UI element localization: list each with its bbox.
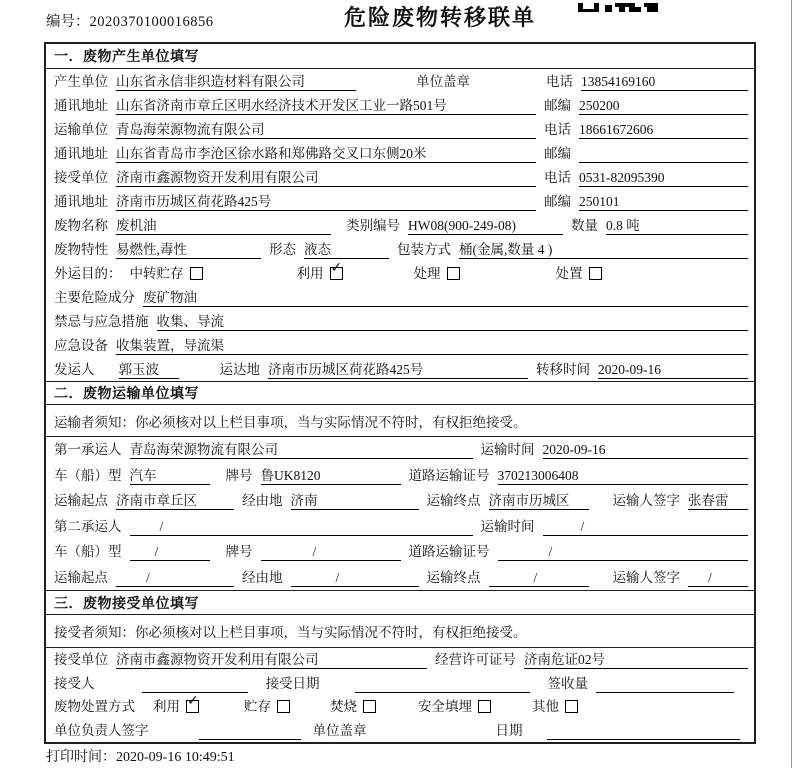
field-label: 接受单位: [54, 652, 108, 668]
check-mark-icon: ✓: [187, 693, 199, 710]
field-value: HW08(900-249-08): [408, 216, 563, 235]
field-label: 经由地: [242, 493, 283, 509]
form-row: [46, 213, 754, 237]
serial-label: 编号：: [46, 14, 90, 30]
checkbox-option: [532, 697, 578, 716]
checkbox-option: [130, 264, 203, 283]
field-value: 250200: [579, 96, 748, 115]
form-row: [46, 648, 754, 672]
field-label: 发运人: [54, 361, 95, 377]
field-label: 通讯地址: [54, 145, 108, 161]
field-label: 接受人: [54, 675, 95, 691]
field-label: 接受日期: [265, 675, 320, 691]
field-value: 13854169160: [581, 72, 748, 91]
form-row: [46, 333, 754, 357]
field-value: [355, 674, 530, 693]
check-mark-icon: ✓: [330, 259, 343, 276]
field-value: 370213006408: [498, 466, 749, 485]
form-row: [46, 117, 754, 141]
qr-code-fragment: [578, 0, 660, 9]
form-row: [46, 565, 754, 591]
field-value: 0.8 吨: [606, 216, 748, 235]
field-label: 运输起点: [54, 569, 108, 585]
field-value: 济南市历城区: [489, 491, 589, 510]
checkbox-unchecked-icon: [277, 700, 290, 713]
field-value: 济南市历城区荷花路425号: [268, 360, 528, 379]
field-label: 道路运输证号: [408, 544, 490, 560]
field-label: 电话: [544, 169, 571, 185]
field-label: 经由地: [242, 569, 283, 585]
form-row: [46, 309, 754, 333]
checkbox-option: [153, 693, 199, 716]
field-value: 张春雷: [688, 491, 748, 510]
field-value: 青岛海荣源物流有限公司: [130, 440, 473, 459]
field-label: 转移时间: [536, 361, 590, 377]
field-label: 单位负责人签字: [54, 722, 149, 738]
section-header: 二．废物运输单位填写: [46, 381, 754, 405]
form-row: [46, 141, 754, 165]
serial-number-line: [46, 10, 214, 31]
page-edge-divider: [791, 0, 792, 768]
field-label: 形态: [269, 241, 296, 257]
field-value: 济南: [291, 491, 419, 510]
checkbox-option: [244, 697, 290, 716]
form-row: [46, 69, 754, 93]
checkbox-option: [418, 697, 491, 716]
field-label: 签收量: [547, 675, 588, 691]
field-label: 日期: [495, 722, 523, 738]
checkbox-unchecked-icon: [565, 700, 578, 713]
field-label: 废物处置方式: [54, 699, 135, 715]
checkbox-option: [296, 259, 343, 283]
field-label: 牌号: [225, 544, 253, 560]
print-time-line: [46, 746, 235, 766]
field-label: 牌号: [225, 467, 253, 483]
checkbox-option: [414, 264, 460, 283]
field-label: 运达地: [219, 361, 260, 377]
form-row: [46, 261, 754, 285]
field-label: 禁忌与应急措施: [54, 313, 149, 329]
field-value: 易燃性,毒性: [116, 240, 261, 259]
checkbox-label: 处理: [413, 265, 441, 281]
field-value: 废机油: [116, 216, 331, 235]
section-transporter: [46, 381, 754, 590]
form-row: [46, 357, 754, 381]
checkbox-label: 贮存: [244, 699, 271, 715]
field-label: 运输时间: [480, 442, 535, 458]
field-value: 2020-09-16: [543, 440, 749, 459]
form-row: [46, 672, 754, 696]
checkbox-label: 利用: [296, 265, 324, 281]
field-value: [547, 721, 741, 740]
field-value: 山东省永信非织造材料有限公司: [116, 72, 356, 91]
checkbox-label: 焚烧: [330, 699, 357, 715]
field-label: 运输起点: [54, 493, 108, 509]
field-label: 运输终点: [426, 493, 481, 509]
print-time-value: 2020-09-16 10:49:51: [116, 750, 235, 765]
form-row: [46, 488, 754, 514]
field-label: 包装方式: [397, 241, 451, 257]
field-value: 山东省青岛市李沧区徐水路和郑佛路交叉口东侧20米: [116, 144, 536, 163]
form-row: [46, 463, 754, 489]
print-time-label: 打印时间：: [46, 750, 116, 765]
field-label: 车（船）型: [54, 467, 122, 483]
field-label: 外运目的：: [54, 265, 122, 281]
form-row: [46, 285, 754, 309]
checkbox-unchecked-icon: [190, 267, 203, 280]
field-label: 第一承运人: [54, 442, 122, 458]
field-value: 液态: [304, 240, 389, 259]
field-label: 通讯地址: [54, 97, 108, 113]
checkbox-option: [556, 264, 602, 283]
field-label: 产生单位: [54, 73, 108, 89]
field-label: 车（船）型: [54, 544, 122, 560]
field-value: [579, 144, 748, 163]
field-value: 250101: [579, 192, 748, 211]
field-value: 废矿物油: [143, 288, 748, 307]
field-value: 青岛海荣源物流有限公司: [116, 120, 536, 139]
field-value: [596, 674, 734, 693]
checkbox-label: 利用: [153, 699, 180, 715]
section-rows: [46, 648, 754, 742]
checkbox-unchecked-icon: [447, 267, 460, 280]
page-title: 危险废物转移联单: [343, 5, 536, 30]
checkbox-unchecked-icon: [363, 700, 376, 713]
field-value: /: [489, 568, 589, 587]
field-label: 类别编号: [346, 217, 400, 233]
field-value: 济南市历城区荷花路425号: [116, 192, 536, 211]
form-row: [46, 189, 754, 213]
field-value: 0531-82095390: [579, 168, 748, 187]
section-producer: [46, 44, 754, 381]
field-value: 收集、导流: [157, 312, 749, 331]
field-label: 数量: [571, 217, 598, 233]
form-row: [46, 539, 754, 565]
section-rows: [46, 69, 754, 381]
field-label: 废物特性: [54, 241, 108, 257]
static-text: 单位盖章: [312, 722, 367, 738]
field-value: /: [261, 542, 401, 561]
checkbox-checked-icon: [330, 259, 343, 280]
serial-number: 2020370100016856: [89, 14, 214, 30]
section-note: 接受者须知：你必须核对以上栏目事项，当与实际情况不符时，有权拒绝接受。: [46, 615, 754, 648]
form-row: [46, 165, 754, 189]
field-value: /: [498, 542, 749, 561]
field-label: 经营许可证号: [435, 652, 516, 668]
checkbox-label: 安全填埋: [418, 699, 472, 715]
field-value: 济南市鑫源物资开发利用有限公司: [116, 650, 427, 669]
field-value: 桶(金属,数量 4 ): [459, 240, 748, 259]
field-label: 电话: [546, 73, 573, 89]
checkbox-label: 处置: [555, 265, 583, 281]
field-value: 汽车: [130, 466, 210, 485]
field-value: /: [130, 517, 473, 536]
checkbox-unchecked-icon: [589, 267, 602, 280]
checkbox-label: 中转贮存: [129, 265, 184, 281]
field-label: 电话: [544, 121, 571, 137]
checkbox-unchecked-icon: [478, 700, 491, 713]
field-label: 运输人签字: [612, 569, 680, 585]
field-value: 济南市鑫源物资开发利用有限公司: [116, 168, 536, 187]
field-value: [142, 674, 248, 693]
form-row: [46, 719, 754, 743]
field-value: /: [543, 517, 749, 536]
field-label: 主要危险成分: [54, 289, 135, 305]
field-value: /: [688, 568, 748, 587]
field-label: 邮编: [544, 145, 571, 161]
field-value: /: [291, 568, 419, 587]
field-label: 第二承运人: [54, 518, 122, 534]
field-value: 18661672606: [579, 120, 748, 139]
manifest-form: [44, 42, 756, 744]
field-value: 济南市章丘区: [116, 491, 234, 510]
field-label: 废物名称: [54, 217, 108, 233]
field-label: 通讯地址: [54, 193, 108, 209]
field-label: 道路运输证号: [408, 467, 490, 483]
field-value: 郭玉波: [119, 360, 179, 379]
static-text: 单位盖章: [416, 73, 470, 89]
field-label: 运输时间: [480, 518, 535, 534]
form-row: [46, 237, 754, 261]
section-rows: [46, 437, 754, 590]
field-value: [199, 721, 301, 740]
field-label: 接受单位: [54, 169, 108, 185]
checkbox-label: 其他: [532, 699, 559, 715]
field-label: 应急设备: [54, 337, 108, 353]
field-value: 山东省济南市章丘区明水经济技术开发区工业一路501号: [116, 96, 536, 115]
field-label: 邮编: [544, 193, 571, 209]
field-value: 济南危证02号: [524, 650, 748, 669]
field-value: 2020-09-16: [598, 360, 748, 379]
field-value: 鲁UK8120: [261, 466, 401, 485]
section-receiver: [46, 590, 754, 742]
field-value: /: [116, 568, 234, 587]
field-label: 运输终点: [426, 569, 481, 585]
field-label: 邮编: [544, 97, 571, 113]
section-header: 一．废物产生单位填写: [46, 44, 754, 69]
field-label: 运输单位: [54, 121, 108, 137]
field-value: /: [130, 542, 210, 561]
section-note: 运输者须知：你必须核对以上栏目事项，当与实际情况不符时，有权拒绝接受。: [46, 405, 754, 437]
field-value: 收集装置，导流渠: [116, 336, 748, 355]
checkbox-checked-icon: [186, 693, 199, 713]
section-header: 三．废物接受单位填写: [46, 590, 754, 615]
form-row: [46, 437, 754, 463]
form-row: [46, 93, 754, 117]
form-row: [46, 695, 754, 719]
field-label: 运输人签字: [612, 493, 680, 509]
form-row: [46, 514, 754, 540]
checkbox-option: [330, 697, 376, 716]
